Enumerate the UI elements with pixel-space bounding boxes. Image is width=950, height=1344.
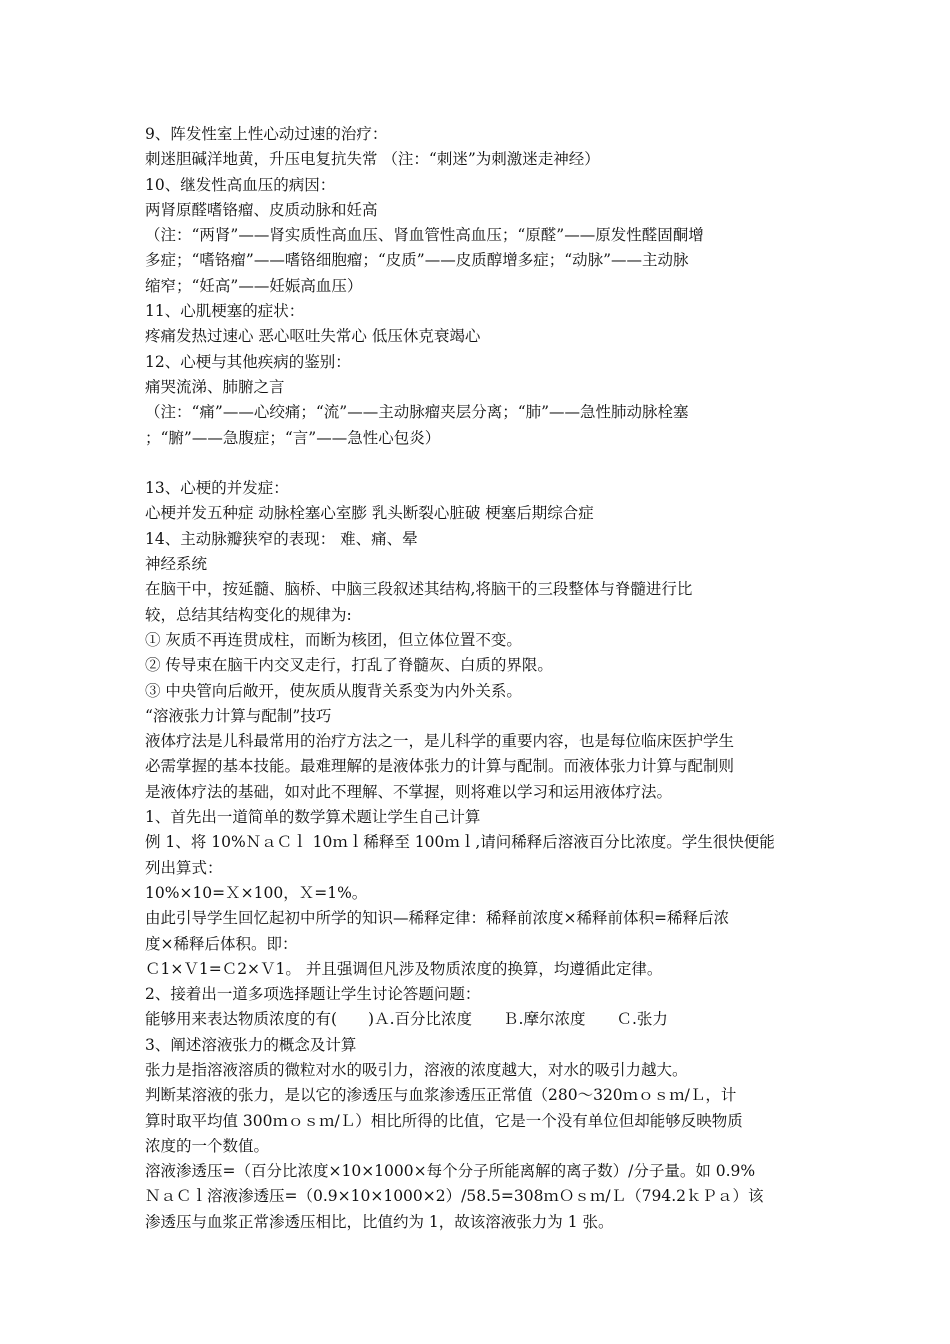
text-line: 14、主动脉瓣狭窄的表现： 难、痛、晕 — [145, 529, 418, 548]
list-item: ③ 中央管向后敞开，使灰质从腹背关系变为内外关系。 — [145, 681, 522, 700]
section-heading: 神经系统 — [145, 555, 208, 574]
text-line: 液体疗法是儿科最常用的治疗方法之一，是儿科学的重要内容，也是每位临床医护学生 — [145, 732, 735, 751]
text-line: ；“腑”——急腹症；“言”——急性心包炎） — [145, 428, 441, 447]
list-item: ① 灰质不再连贯成柱，而断为核团，但立体位置不变。 — [145, 630, 522, 649]
text-line: 在脑干中，按延髓、脑桥、中脑三段叙述其结构,将脑干的三段整体与脊髓进行比 — [145, 580, 693, 599]
blank-line — [145, 451, 810, 476]
text-line: 2、接着出一道多项选择题让学生讨论答题问题： — [145, 985, 481, 1004]
section-heading: “溶液张力计算与配制”技巧 — [145, 706, 332, 725]
text-line: 两肾原醛嗜铬瘤、皮质动脉和妊高 — [145, 200, 378, 219]
text-line: 心梗并发五种症 动脉栓塞心室膨 乳头断裂心脏破 梗塞后期综合症 — [145, 504, 594, 523]
text-line: 列出算式： — [145, 858, 223, 877]
list-item: ② 传导束在脑干内交叉走行，打乱了脊髓灰、白质的界限。 — [145, 656, 553, 675]
text-line: 渗透压与血浆正常渗透压相比，比值约为 1，故该溶液张力为 1 张。 — [145, 1212, 614, 1231]
text-line: （注：“痛”——心绞痛；“流”——主动脉瘤夹层分离；“肺”——急性肺动脉栓塞 — [145, 403, 689, 422]
text-line: 缩窄；“妊高”——妊娠高血压） — [145, 276, 363, 295]
text-line: 必需掌握的基本技能。最难理解的是液体张力的计算与配制。而液体张力计算与配制则 — [145, 757, 735, 776]
text-line: 疼痛发热过速心 恶心呕吐失常心 低压休克衰竭心 — [145, 327, 481, 346]
text-line: 例 1、将 10%ＮａＣｌ 10ｍｌ稀释至 100ｍｌ,请问稀释后溶液百分比浓度。学生很快便能 — [145, 833, 775, 852]
text-line: 张力是指溶液溶质的微粒对水的吸引力，溶液的浓度越大，对水的吸引力越大。 — [145, 1060, 688, 1079]
formula-line: 溶液渗透压=（百分比浓度×10×1000×每个分子所能离解的离子数）/分子量。如 0.9% — [145, 1162, 756, 1181]
text-line: 是液体疗法的基础，如对此不理解、不掌握，则将难以学习和运用液体疗法。 — [145, 782, 673, 801]
text-line: 浓度的一个数值。 — [145, 1136, 270, 1155]
formula-line: Ｃ1×Ｖ1=Ｃ2×Ｖ1。 并且强调但凡涉及物质浓度的换算，均遵循此定律。 — [145, 959, 663, 978]
text-line: 痛哭流涕、肺腑之言 — [145, 377, 285, 396]
text-line: 9、阵发性室上性心动过速的治疗： — [145, 125, 388, 143]
text-line: 11、心肌梗塞的症状： — [145, 302, 305, 321]
text-line: 能够用来表达物质浓度的有( )Ａ.百分比浓度 Ｂ.摩尔浓度 Ｃ.张力 — [145, 1010, 668, 1029]
text-line: 较，总结其结构变化的规律为: — [145, 605, 352, 624]
text-line: （注：“两肾”——肾实质性高血压、肾血管性高血压；“原醛”——原发性醛固酮增 — [145, 226, 704, 245]
text-line: 判断某溶液的张力，是以它的渗透压与血浆渗透压正常值（280～320ｍｏｓｍ/Ｌ，计 — [145, 1086, 737, 1105]
formula-line: ＮａＣｌ溶液渗透压=（0.9×10×1000×2）/58.5=308ｍＯｓｍ/Ｌ（794.2ｋＰａ）该 — [145, 1187, 764, 1206]
text-line: 3、阐述溶液张力的概念及计算 — [145, 1035, 357, 1054]
text-line: 度×稀释后体积。即： — [145, 934, 298, 953]
text-line: 由此引导学生回忆起初中所学的知识—稀释定律：稀释前浓度×稀释前体积=稀释后浓 — [145, 909, 729, 928]
formula-line: 10%×10=Ｘ×100，Ｘ=1%。 — [145, 883, 368, 902]
text-line: 13、心梗的并发症： — [145, 479, 289, 498]
text-line: 10、继发性高血压的病因： — [145, 175, 336, 194]
text-line: 算时取平均值 300ｍｏｓｍ/Ｌ）相比所得的比值，它是一个没有单位但却能够反映物质 — [145, 1111, 743, 1130]
document-body — [145, 122, 810, 1235]
text-line: 多症；“嗜铬瘤”——嗜铬细胞瘤；“皮质”——皮质醇增多症；“动脉”——主动脉 — [145, 251, 689, 270]
text-line: 1、首先出一道简单的数学算术题让学生自己计算 — [145, 808, 481, 827]
text-line: 刺迷胆碱洋地黄，升压电复抗失常 （注：“刺迷”为刺激迷走神经） — [145, 150, 600, 169]
text-line: 12、心梗与其他疾病的鉴别： — [145, 352, 351, 371]
